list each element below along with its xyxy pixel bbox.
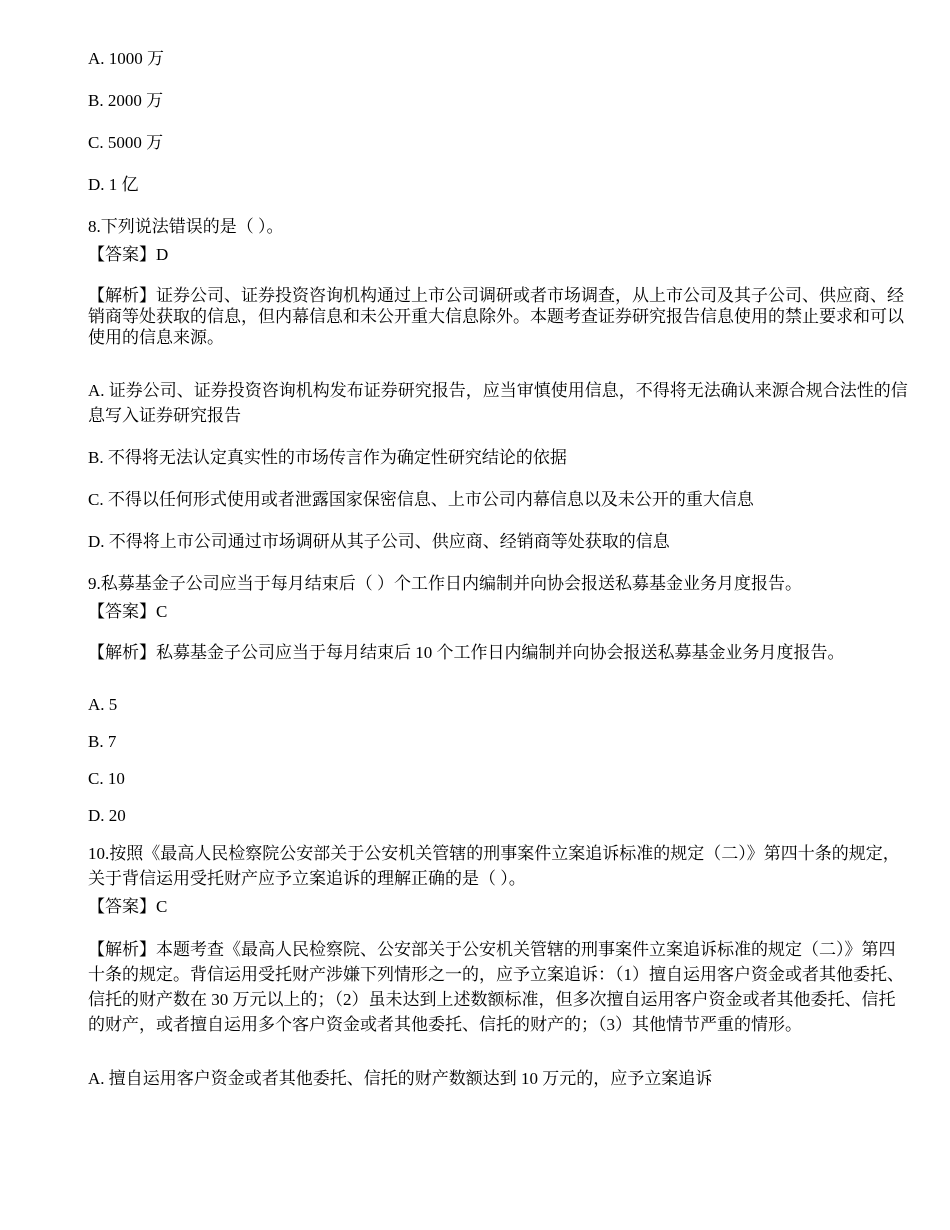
answer-9: 【答案】C — [88, 602, 168, 621]
option-d-q7: D. 1 亿 — [88, 175, 139, 194]
option-c-q8: C. 不得以任何形式使用或者泄露国家保密信息、上市公司内幕信息以及未公开的重大信息 — [88, 490, 754, 509]
explanation-8: 【解析】证券公司、证券投资咨询机构通过上市公司调研或者市场调查，从上市公司及其子公司、供应商、经销商等处获取的信息，但内幕信息和未公开重大信息除外。本题考查证券研究报告信息使用的禁止要求和可以使用的信息来源。 — [88, 286, 904, 347]
option-c-q9: C. 10 — [88, 769, 125, 788]
explanation-9: 【解析】私募基金子公司应当于每月结束后 10 个工作日内编制并向协会报送私募基金业务月度报告。 — [88, 643, 845, 662]
option-b-q7: B. 2000 万 — [88, 91, 164, 110]
option-b-q8: B. 不得将无法认定真实性的市场传言作为确定性研究结论的依据 — [88, 448, 567, 467]
option-d-q9: D. 20 — [88, 806, 126, 825]
option-a-q7: A. 1000 万 — [88, 49, 165, 68]
option-c-q7: C. 5000 万 — [88, 133, 164, 152]
answer-10: 【答案】C — [88, 897, 168, 916]
explanation-10: 【解析】本题考查《最高人民检察院、公安部关于公安机关管辖的刑事案件立案追诉标准的规定（二）》第四十条的规定。背信运用受托财产涉嫌下列情形之一的，应予立案追诉：（1）擅自运用客户资金或者其他委托、信托的财产数在 30 万元以上的；（2）虽未达到上述数额标准，但多次擅自运用客户资金或者其他委托、信托的财产，或者擅自运用多个客户资金或者其他委托、信托的财产的；（3）其他情节严重的情形。 — [88, 940, 904, 1034]
question-10: 10.按照《最高人民检察院公安部关于公安机关管辖的刑事案件立案追诉标准的规定（二）》第四十条的规定，关于背信运用受托财产应予立案追诉的理解正确的是（ ）。 — [88, 844, 900, 888]
answer-8: 【答案】D — [88, 245, 169, 264]
option-a-q9: A. 5 — [88, 695, 118, 714]
question-8: 8.下列说法错误的是（ ）。 — [88, 217, 284, 236]
question-9: 9.私募基金子公司应当于每月结束后（ ）个工作日内编制并向协会报送私募基金业务月度报告。 — [88, 574, 802, 593]
option-d-q8: D. 不得将上市公司通过市场调研从其子公司、供应商、经销商等处获取的信息 — [88, 532, 670, 551]
option-b-q9: B. 7 — [88, 732, 117, 751]
option-a-q10: A. 擅自运用客户资金或者其他委托、信托的财产数额达到 10 万元的，应予立案追诉 — [88, 1069, 713, 1088]
option-a-q8: A. 证券公司、证券投资咨询机构发布证券研究报告，应当审慎使用信息，不得将无法确认来源合规合法性的信息写入证券研究报告 — [88, 381, 908, 425]
